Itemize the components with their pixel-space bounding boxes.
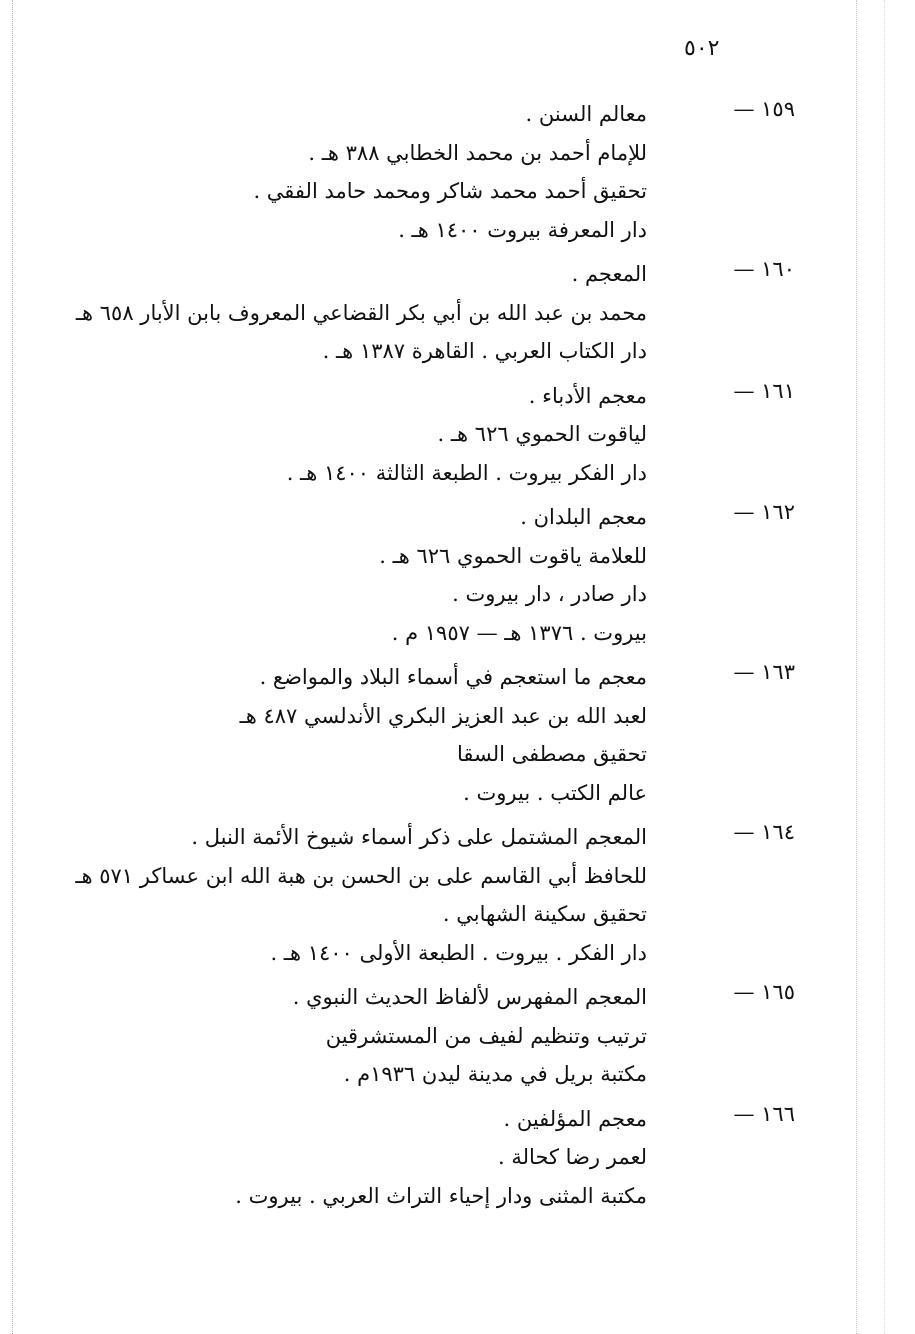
entry-number: ١٦٣ — [733,660,795,684]
bibliography-entry [95,95,795,249]
entry-title: معجم المؤلفين . [503,1106,647,1131]
bibliography-entry [95,498,795,652]
entry-title: معجم الأدباء . [528,383,647,408]
entry-title: معجم ما استعجم في أسماء البلاد والمواضع . [259,665,647,689]
left-margin-dots [12,0,13,1334]
entry-publisher: عالم الكتب . بيروت . [463,780,647,805]
entry-publisher: مكتبة المثنى ودار إحياء التراث العربي . بيروت . [235,1183,647,1208]
entry-publisher: دار الفكر بيروت . الطبعة الثالثة ١٤٠٠ هـ . [286,460,647,485]
bibliography-entry [75,255,795,371]
entry-author: للإمام أحمد بن محمد الخطابي ٣٨٨ هـ . [308,140,647,165]
page-number: ٥٠٢ [684,36,720,61]
right-margin-dots [856,0,857,1334]
entry-author: لعمر رضا كحالة . [498,1145,647,1169]
entry-author: للعلامة ياقوت الحموي ٦٢٦ هـ . [379,543,647,568]
entry-title: معالم السنن . [525,102,647,126]
bibliography-list [75,95,795,1221]
entry-author: للحافظ أبي القاسم على بن الحسن بن هبة الله ابن عساكر ٥٧١ هـ [75,863,647,888]
entry-author: محمد بن عبد الله بن أبي بكر القضاعي المعروف بابن الأبار ٦٥٨ هـ [75,300,647,325]
bibliography-entry [75,818,795,972]
entry-editor: تحقيق سكينة الشهابي . [442,902,647,926]
entry-editor: تحقيق أحمد محمد شاكر ومحمد حامد الفقي . [253,179,647,203]
entry-author: لياقوت الحموي ٦٢٦ هـ . [437,422,647,446]
entry-author: لعبد الله بن عبد العزيز البكري الأندلسي ٤٨٧ هـ [239,703,647,728]
bibliography-entry [95,658,795,812]
entry-number: ١٦٥ — [733,980,795,1004]
entry-place-date: بيروت . ١٣٧٦ هـ — ١٩٥٧ م . [391,620,647,645]
bibliography-entry [95,377,795,493]
right-margin-dots-outer [884,0,885,1334]
entry-publisher: دار الكتاب العربي . القاهرة ١٣٨٧ هـ . [322,339,647,363]
entry-publisher: دار صادر ، دار بيروت . [452,582,647,606]
entry-publisher: مكتبة بريل في مدينة ليدن ١٩٣٦م . [343,1062,647,1086]
entry-editor: تحقيق مصطفى السقا [456,742,647,766]
entry-number: ١٦٠ — [733,257,795,281]
entry-number: ١٦٤ — [733,820,795,844]
entry-number: ١٦٢ — [733,500,795,524]
entry-number: ١٦٦ — [733,1101,795,1126]
entry-author: ترتيب وتنظيم لفيف من المستشرقين [325,1023,647,1048]
entry-title: المعجم المشتمل على ذكر أسماء شيوخ الأئمة النبل . [191,825,647,849]
entry-number: ١٦١ — [733,378,795,403]
entry-number: ١٥٩ — [733,97,795,121]
entry-title: المعجم . [571,262,647,286]
entry-publisher: دار الفكر . بيروت . الطبعة الأولى ١٤٠٠ هـ . [270,940,647,965]
bibliography-entry [95,1100,795,1216]
entry-publisher: دار المعرفة بيروت ١٤٠٠ هـ . [398,217,647,242]
bibliography-entry [95,978,795,1094]
entry-title: المعجم المفهرس لألفاظ الحديث النبوي . [292,985,647,1009]
entry-title: معجم البلدان . [520,505,647,529]
